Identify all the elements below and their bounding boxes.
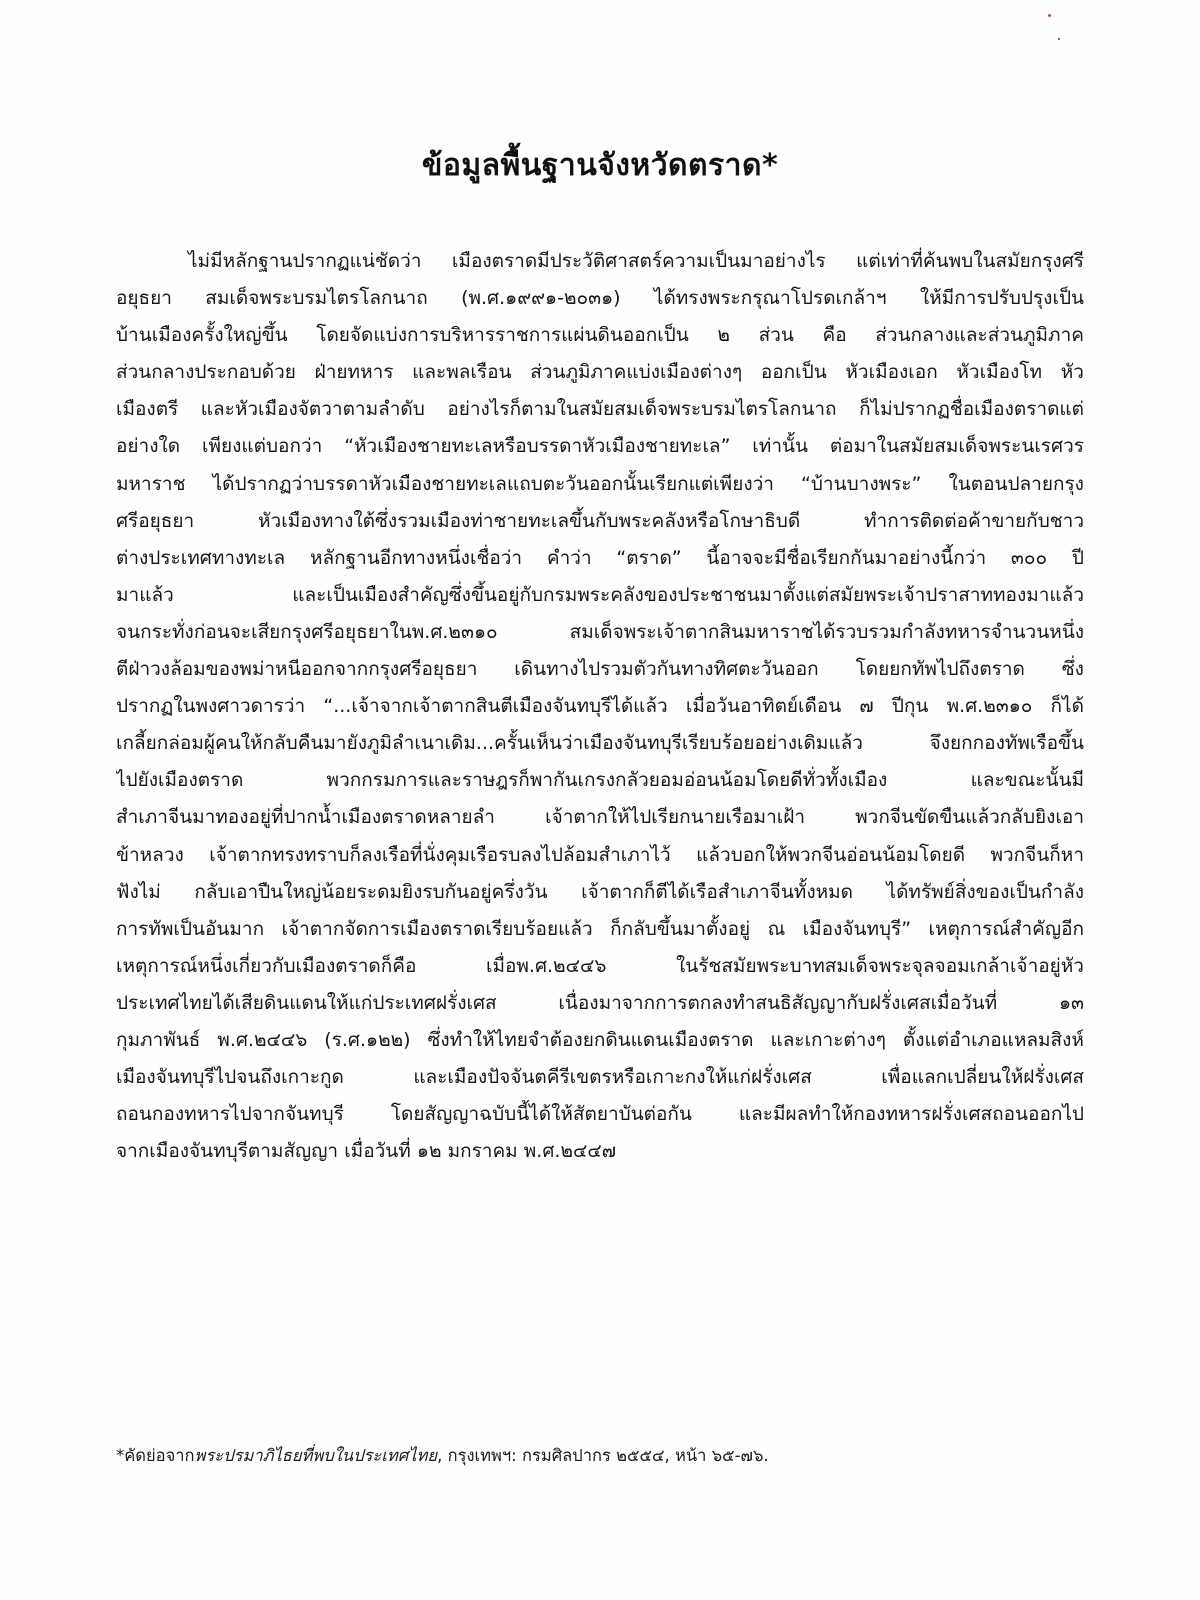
footnote	[116, 1443, 1084, 1469]
body-paragraph	[116, 246, 1084, 1173]
paragraph-line	[116, 617, 1084, 654]
paragraph-word: (ร.ศ.๑๒๒)	[324, 1028, 411, 1051]
paragraph-word: เหตุการณ์สำคัญอีก	[928, 917, 1084, 940]
paragraph-word: กุมภาพันธ์	[116, 1028, 201, 1051]
paragraph-word: เมื่อวันอาทิตย์เดือน	[685, 695, 842, 718]
paragraph-word: ข้าหลวง	[116, 843, 184, 866]
paragraph-word: ๑๓	[1058, 991, 1084, 1014]
paragraph-word: ส่วนกลางและส่วนภูมิภาค	[875, 324, 1084, 347]
paragraph-word: ตีฝ่าวงล้อมของพม่าหนีออกจากกรุงศรีอยุธยา	[116, 658, 478, 681]
paragraph-word: ศรีอยุธยา	[116, 509, 195, 532]
paragraph-line	[116, 469, 1084, 506]
paragraph-word: โดยสัญญาฉบับนี้ได้ให้สัตยาบันต่อกัน	[390, 1103, 692, 1126]
paragraph-word: เพื่อแลกเปลี่ยนให้ฝรั่งเศส	[881, 1066, 1084, 1089]
paragraph-word: เจ้าตากให้ไปเรียกนายเรือมาเฝ้า	[545, 806, 806, 829]
paragraph-word: สำเภาจีนมาทองอยู่ที่ปากน้ำเมืองตราดหลายลำ	[116, 806, 495, 829]
paragraph-line	[116, 580, 1084, 617]
paragraph-line	[116, 506, 1084, 543]
paragraph-word: เมื่อวันที่	[344, 1140, 411, 1163]
paragraph-word: เมืองตราดมีประวัติศาสตร์ความเป็นมาอย่างไร	[451, 250, 826, 272]
paragraph-word: ได้ทรัพย์สิ่งของเป็นกำลัง	[886, 880, 1084, 903]
paragraph-word: ให้มีการปรับปรุงเป็น	[919, 287, 1084, 310]
paragraph-word: จากเมืองจันทบุรีตามสัญญา	[116, 1140, 339, 1163]
paragraph-word: ซึ่ง	[1061, 658, 1084, 681]
paragraph-line	[116, 765, 1084, 802]
paragraph-word: แล้วบอกให้พวกจีนอ่อนน้อมโดยดี	[696, 843, 966, 866]
paragraph-word: และขณะนั้นมี	[970, 769, 1084, 792]
paragraph-word: สมเด็จพระเจ้าตากสินมหาราชได้รวบรวมกำลังทหารจำนวนหนึ่ง	[569, 620, 1084, 643]
paragraph-line	[116, 1062, 1084, 1099]
paragraph-word: อยุธยา	[116, 287, 172, 310]
paragraph-line	[116, 1136, 1084, 1173]
paragraph-word: ต่างประเทศทางทะเล	[116, 546, 286, 569]
paragraph-word: จึงยกกองทัพเรือขึ้น	[929, 732, 1084, 755]
paragraph-word: ส่วนภูมิภาคแบ่งเมืองต่างๆ	[530, 361, 743, 384]
paragraph-word: โดยยกทัพไปถึงตราด	[855, 658, 1025, 681]
paragraph-word: ณ	[767, 917, 786, 940]
paragraph-line	[116, 431, 1084, 468]
paragraph-word: กลับเอาปืนใหญ่น้อยระดมยิงรบกันอยู่ครึ่งวัน	[194, 880, 548, 903]
paragraph-word: “ตราด”	[616, 546, 682, 569]
paragraph-line	[116, 914, 1084, 951]
paragraph-word: ฟังไม่	[116, 880, 161, 903]
paragraph-word: มกราคม	[447, 1140, 518, 1163]
paragraph-word: คำว่า	[546, 546, 592, 569]
paragraph-line	[116, 394, 1084, 431]
paragraph-word: ปีกุน	[891, 695, 929, 718]
page-title: ข้อมูลพื้นฐานจังหวัดตราด*	[421, 148, 779, 183]
paragraph-word: ในตอนปลายกรุง	[948, 472, 1084, 495]
paragraph-word: ไปยังเมืองตราด	[116, 769, 244, 792]
paragraph-word: “...เจ้าจากเจ้าตากสินตีเมืองจันทบุรีได้แล้ว	[323, 695, 668, 718]
paragraph-word: ๑๒	[416, 1140, 442, 1163]
footnote-source: พระปรมาภิไธยที่พบในประเทศไทย	[194, 1446, 438, 1465]
paragraph-word: ส่วนกลางประกอบด้วย	[116, 361, 296, 384]
paragraph-word: เมื่อพ.ศ.๒๔๔๖	[485, 954, 607, 977]
paragraph-word: หัวเมืองทางใต้ซึ่งรวมเมืองท่าชายทะเลขึ้นกับพระคลังหรือโกษาธิบดี	[258, 509, 801, 532]
footnote-prefix: *คัดย่อจาก	[116, 1446, 195, 1465]
paragraph-word: ออกเป็น	[760, 361, 827, 384]
paragraph-word: อย่างใด	[116, 435, 181, 458]
paragraph-word: เกลี้ยกล่อมผู้คนให้กลับคืนมายังภูมิลำเนาเดิม...ครั้นเห็นว่าเมืองจันทบุรีเรียบร้อยอย่างเดิมแล้ว	[116, 732, 863, 755]
paragraph-word: ก็กลับขึ้นมาตั้งอยู่	[610, 917, 751, 940]
paragraph-word: หัว	[1060, 361, 1084, 384]
paragraph-line	[116, 1025, 1084, 1062]
paragraph-word: เดินทางไปรวมตัวกันทางทิศตะวันออก	[514, 658, 819, 681]
paragraph-word: หลักฐานอีกทางหนึ่งเชื่อว่า	[309, 546, 523, 569]
scan-speck	[1058, 38, 1060, 40]
paragraph-word: “บ้านบางพระ”	[801, 472, 922, 495]
paragraph-word: และมีผลทำให้กองทหารฝรั่งเศสถอนออกไป	[738, 1103, 1084, 1126]
paragraph-word: สมเด็จพระบรมไตรโลกนาถ	[205, 287, 428, 310]
paragraph-word: ถอนกองทหารไปจากจันทบุรี	[116, 1103, 344, 1126]
paragraph-line	[116, 802, 1084, 839]
paragraph-word: พ.ศ.๒๔๔๗	[523, 1140, 617, 1163]
paragraph-word: ไม่มีหลักฐานปรากฏแน่ชัดว่า	[188, 250, 422, 272]
paragraph-line	[116, 357, 1084, 394]
paragraph-word: และเป็นเมืองสำคัญซึ่งขึ้นอยู่กับกรมพระคลังของประชาชนมาตั้งแต่สมัยพระเจ้าปราสาททองมาแล้ว	[292, 583, 1084, 606]
paragraph-word: พวกกรมการและราษฎรก็พากันเกรงกลัวยอมอ่อนน้อมโดยดีทั่วทั้งเมือง	[326, 769, 888, 792]
paragraph-word: เพียงแต่บอกว่า	[201, 435, 323, 458]
paragraph-line	[116, 246, 1084, 283]
paragraph-word: นี้อาจจะมีชื่อเรียกกันมาอย่างนี้กว่า	[706, 546, 987, 569]
paragraph-word: พ.ศ.๒๔๔๖	[217, 1028, 308, 1051]
paragraph-word: โดยจัดแบ่งการบริหารราชการแผ่นดินออกเป็น	[316, 324, 689, 347]
paragraph-word: ทำการติดต่อค้าขายกับชาว	[864, 509, 1084, 532]
paragraph-line	[116, 1099, 1084, 1136]
paragraph-word: และเมืองปัจจันตคีรีเขตรหรือเกาะกงให้แก่ฝรั่งเศส	[413, 1066, 812, 1089]
paragraph-word: ตั้งแต่อำเภอแหลมสิงห์	[902, 1028, 1084, 1051]
paragraph-word: (พ.ศ.๑๙๙๑-๒๐๓๑)	[461, 287, 621, 310]
paragraph-word: เจ้าตากทรงทราบก็ลงเรือที่นั่งคุมเรือรบลงไปล้อมสำเภาไว้	[209, 843, 671, 866]
paragraph-word: เหตุการณ์หนึ่งเกี่ยวกับเมืองตราดก็คือ	[116, 954, 417, 977]
paragraph-word: ๒	[717, 324, 730, 347]
paragraph-word: เมืองจันทบุรีไปจนถึงเกาะกูด	[116, 1066, 344, 1089]
scan-speck	[1048, 14, 1051, 17]
paragraph-word: พ.ศ.๒๓๑๐	[946, 695, 1033, 718]
paragraph-word: ซึ่งทำให้ไทยจำต้องยกดินแดนเมืองตราด	[427, 1028, 754, 1051]
paragraph-word: เนื่องมาจากการตกลงทำสนธิสัญญากับฝรั่งเศสเมื่อวันที่	[558, 991, 998, 1014]
paragraph-word: อย่างไรก็ตามในสมัยสมเด็จพระบรมไตรโลกนาถ	[447, 398, 837, 421]
paragraph-word: และหัวเมืองจัตวาตามลำดับ	[200, 398, 425, 421]
paragraph-word: เจ้าตากก็ตีได้เรือสำเภาจีนทั้งหมด	[581, 880, 853, 903]
paragraph-word: ปี	[1071, 546, 1084, 569]
paragraph-word: ฝ่ายทหาร	[314, 361, 394, 384]
paragraph-line	[116, 543, 1084, 580]
paragraph-line	[116, 840, 1084, 877]
paragraph-word: จนกระทั่งก่อนจะเสียกรุงศรีอยุธยาในพ.ศ.๒๓๑๐	[116, 620, 498, 643]
paragraph-word: บ้านเมืองครั้งใหญ่ขึ้น	[116, 324, 288, 347]
paragraph-word: “หัวเมืองชายทะเลหรือบรรดาหัวเมืองชายทะเล”	[344, 435, 731, 458]
paragraph-line	[116, 728, 1084, 765]
paragraph-word: มหาราช	[116, 472, 186, 495]
paragraph-line	[116, 988, 1084, 1025]
paragraph-word: พวกจีนขัดขืนแล้วกลับยิงเอา	[855, 806, 1084, 829]
paragraph-word: ในรัชสมัยพระบาทสมเด็จพระจุลจอมเกล้าเจ้าอยู่หัว	[675, 954, 1084, 977]
paragraph-line	[116, 877, 1084, 914]
paragraph-word: มาแล้ว	[116, 583, 174, 606]
paragraph-word: หัวเมืองโท	[956, 361, 1043, 384]
paragraph-word: ๓๐๐	[1010, 546, 1048, 569]
paragraph-word: ส่วน	[758, 324, 794, 347]
paragraph-word: ประเทศไทยได้เสียดินแดนให้แก่ประเทศฝรั่งเศส	[116, 991, 497, 1014]
paragraph-word: ๗	[859, 695, 874, 718]
paragraph-word: และเกาะต่างๆ	[770, 1028, 886, 1051]
paragraph-word: เมืองจันทบุรี”	[802, 917, 912, 940]
paragraph-line	[116, 283, 1084, 320]
paragraph-word: เมืองตรี	[116, 398, 179, 421]
paragraph-word: การทัพเป็นอันมาก	[116, 917, 265, 940]
paragraph-word: คือ	[822, 324, 847, 347]
paragraph-word: ได้ปรากฏว่าบรรดาหัวเมืองชายทะเลแถบตะวันออกนั้นเรียกแต่เพียงว่า	[212, 472, 774, 495]
footnote-rest: , กรุงเทพฯ: กรมศิลปากร ๒๕๕๔, หน้า ๖๕-๗๖.	[437, 1446, 769, 1465]
paragraph-word: เจ้าตากจัดการเมืองตราดเรียบร้อยแล้ว	[281, 917, 593, 940]
paragraph-word: ก็ไม่ปรากฏชื่อเมืองตราดแต่	[859, 398, 1084, 421]
paragraph-line	[116, 320, 1084, 357]
paragraph-word: หัวเมืองเอก	[845, 361, 938, 384]
paragraph-word: แต่เท่าที่ค้นพบในสมัยกรุงศรี	[856, 250, 1084, 272]
paragraph-word: ปรากฏในพงศาวดารว่า	[116, 695, 306, 718]
paragraph-word: เท่านั้น	[752, 435, 808, 458]
paragraph-word: พวกจีนก็หา	[990, 843, 1084, 866]
paragraph-word: ต่อมาในสมัยสมเด็จพระนเรศวร	[829, 435, 1084, 458]
paragraph-word: ก็ได้	[1050, 695, 1084, 718]
paragraph-word: ได้ทรงพระกรุณาโปรดเกล้าฯ	[653, 287, 887, 310]
paragraph-word: และพลเรือน	[412, 361, 512, 384]
paragraph-line	[116, 654, 1084, 691]
paragraph-line	[116, 691, 1084, 728]
paragraph-line	[116, 951, 1084, 988]
